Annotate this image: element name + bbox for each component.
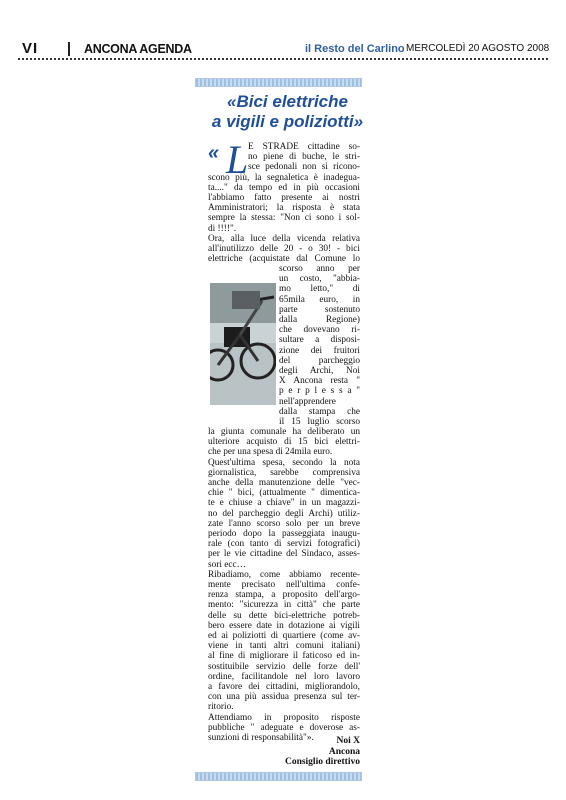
body-line: 65mila euro, in	[279, 294, 360, 305]
body-line: Quest'ultima spesa, secondo la nota	[208, 457, 360, 468]
body-line: all'inutilizzo delle 20 - o 30! - bici	[208, 244, 360, 255]
body-block-b	[279, 264, 360, 427]
body-line: un costo, "abbia-	[279, 274, 360, 285]
body-line: sostituibile servizio delle forze dell'	[208, 661, 360, 672]
body-line: sultare a disposi-	[279, 335, 360, 346]
body-line: ritorio.	[208, 702, 234, 713]
body-line: Ora, alla luce della vicenda relativa	[208, 233, 360, 244]
body-line: delle su dette bici-elettriche potreb-	[208, 610, 360, 621]
signature	[208, 736, 360, 768]
body-line: X Ancona resta "	[279, 376, 360, 387]
body-line: rale (con tanto di servizi fotografici)	[208, 539, 360, 550]
header-rule	[18, 58, 548, 60]
body-line: la giunta comunale ha deliberato un	[208, 427, 360, 437]
body-block-c	[208, 427, 360, 743]
page-header	[0, 0, 566, 62]
body-line: scono più, la segnaletica è inadegua-	[208, 172, 360, 183]
body-line: renza stampa, a proposito dell'argo-	[208, 590, 360, 601]
body-line: chie " bici, (attualmente " dimentica-	[208, 488, 360, 499]
page-number: VI	[22, 40, 39, 57]
signature-line-3: Consiglio direttivo	[284, 757, 360, 767]
body-line: pubbliche " adeguate e doverose as-	[208, 722, 360, 733]
body-line: sunzioni di responsabilità"».	[208, 733, 314, 744]
body-line: ulteriore acquisto di 15 bici elettri-	[208, 437, 360, 448]
headline-line-1: «Bici elettriche	[227, 92, 348, 111]
body-line: p e r p l e s s a "	[279, 386, 360, 397]
body-line: bero essere date in dotazione ai vigili	[208, 620, 360, 631]
body-line: no del parcheggio degli Archi) utiliz-	[208, 508, 360, 519]
body-line: giornalistica, sarebbe comprensiva	[208, 467, 360, 478]
body-line: zione dei fruitori	[279, 345, 360, 356]
body-line: l'abbiamo fatto presente ai nostri	[208, 193, 360, 204]
body-line: ordine, facilitandole nel loro lavoro	[208, 671, 360, 682]
body-line: parte sostenuto	[279, 304, 360, 315]
article-top-bar	[195, 78, 362, 87]
body-line: te e chiuse a chiave" in un magazzi-	[208, 498, 360, 509]
signature-line-1: Noi X	[336, 736, 360, 746]
body-line: nell'apprendere	[279, 396, 336, 407]
body-line: con una più assidua presenza sul ter-	[208, 692, 360, 703]
body-block-a	[208, 137, 360, 265]
body-line: a favore dei cittadini, migliorandolo,	[208, 682, 360, 693]
newspaper-name: il Resto del Carlino	[305, 43, 405, 55]
body-line: anche della manutenzione delle "vec-	[208, 478, 360, 489]
body-line: Ribadiamo, come abbiamo recente-	[208, 569, 360, 580]
body-line: sori ecc…	[208, 559, 246, 570]
body-line: che per una spesa di 24mila euro.	[208, 447, 333, 458]
body-line: che dovevano ri-	[279, 325, 360, 336]
body-line: E STRADE cittadine so-	[248, 142, 360, 152]
body-line: elettriche (acquistate dal Comune lo	[208, 254, 360, 265]
body-line: mente precisato nell'ultima confe-	[208, 580, 360, 591]
body-line: dalla stampa che	[279, 406, 360, 417]
body-line: mento: "sicurezza in città" che parte	[208, 600, 360, 611]
body-line: scorso anno per	[279, 264, 360, 274]
body-line: di !!!!".	[208, 223, 237, 234]
headline-line-2: a vigili e poliziotti»	[211, 112, 364, 131]
body-line: degli Archi, Noi	[279, 366, 360, 377]
electric-bicycle-icon	[210, 283, 276, 405]
body-line: sce pedonali non si ricono-	[248, 162, 360, 173]
body-line: viene in tanti altri comuni italiani)	[208, 641, 360, 652]
drop-cap: L	[226, 137, 249, 182]
article-headline	[200, 92, 375, 132]
body-line: mo letto," di	[279, 284, 360, 295]
body-line: sempre la stessa: "Non ci sono i sol-	[208, 213, 360, 224]
issue-date: MERCOLEDÌ 20 AGOSTO 2008	[406, 43, 550, 54]
body-line: dalla Regione)	[279, 315, 360, 326]
body-line: no piene di buche, le stri-	[248, 152, 360, 163]
signature-line-2: Ancona	[328, 746, 360, 757]
section-title: ANCONA AGENDA	[84, 42, 192, 56]
body-line: al fine di migliorare il faticoso ed in-	[208, 651, 360, 662]
bicycle-photo	[210, 283, 276, 405]
body-line: Attendiamo in proposito risposte	[208, 712, 360, 723]
body-line: del parcheggio	[279, 355, 360, 366]
body-line: ta...." da tempo ed in più occasioni	[208, 182, 360, 193]
body-line: Amministratori; la risposta è stata	[208, 203, 360, 214]
header-divider	[68, 42, 70, 56]
open-quote-mark: «	[208, 142, 220, 164]
body-line: zate l'anno scorso solo per un breve	[208, 518, 360, 529]
body-line: il 15 luglio scorso	[279, 417, 360, 428]
article-bottom-bar	[195, 772, 362, 781]
body-line: periodo dopo la passeggiata inaugu-	[208, 529, 360, 540]
body-line: per le vie cittadine del Sindaco, asses-	[208, 549, 360, 560]
body-line: ed ai poliziotti di quartiere (come av-	[208, 631, 360, 642]
